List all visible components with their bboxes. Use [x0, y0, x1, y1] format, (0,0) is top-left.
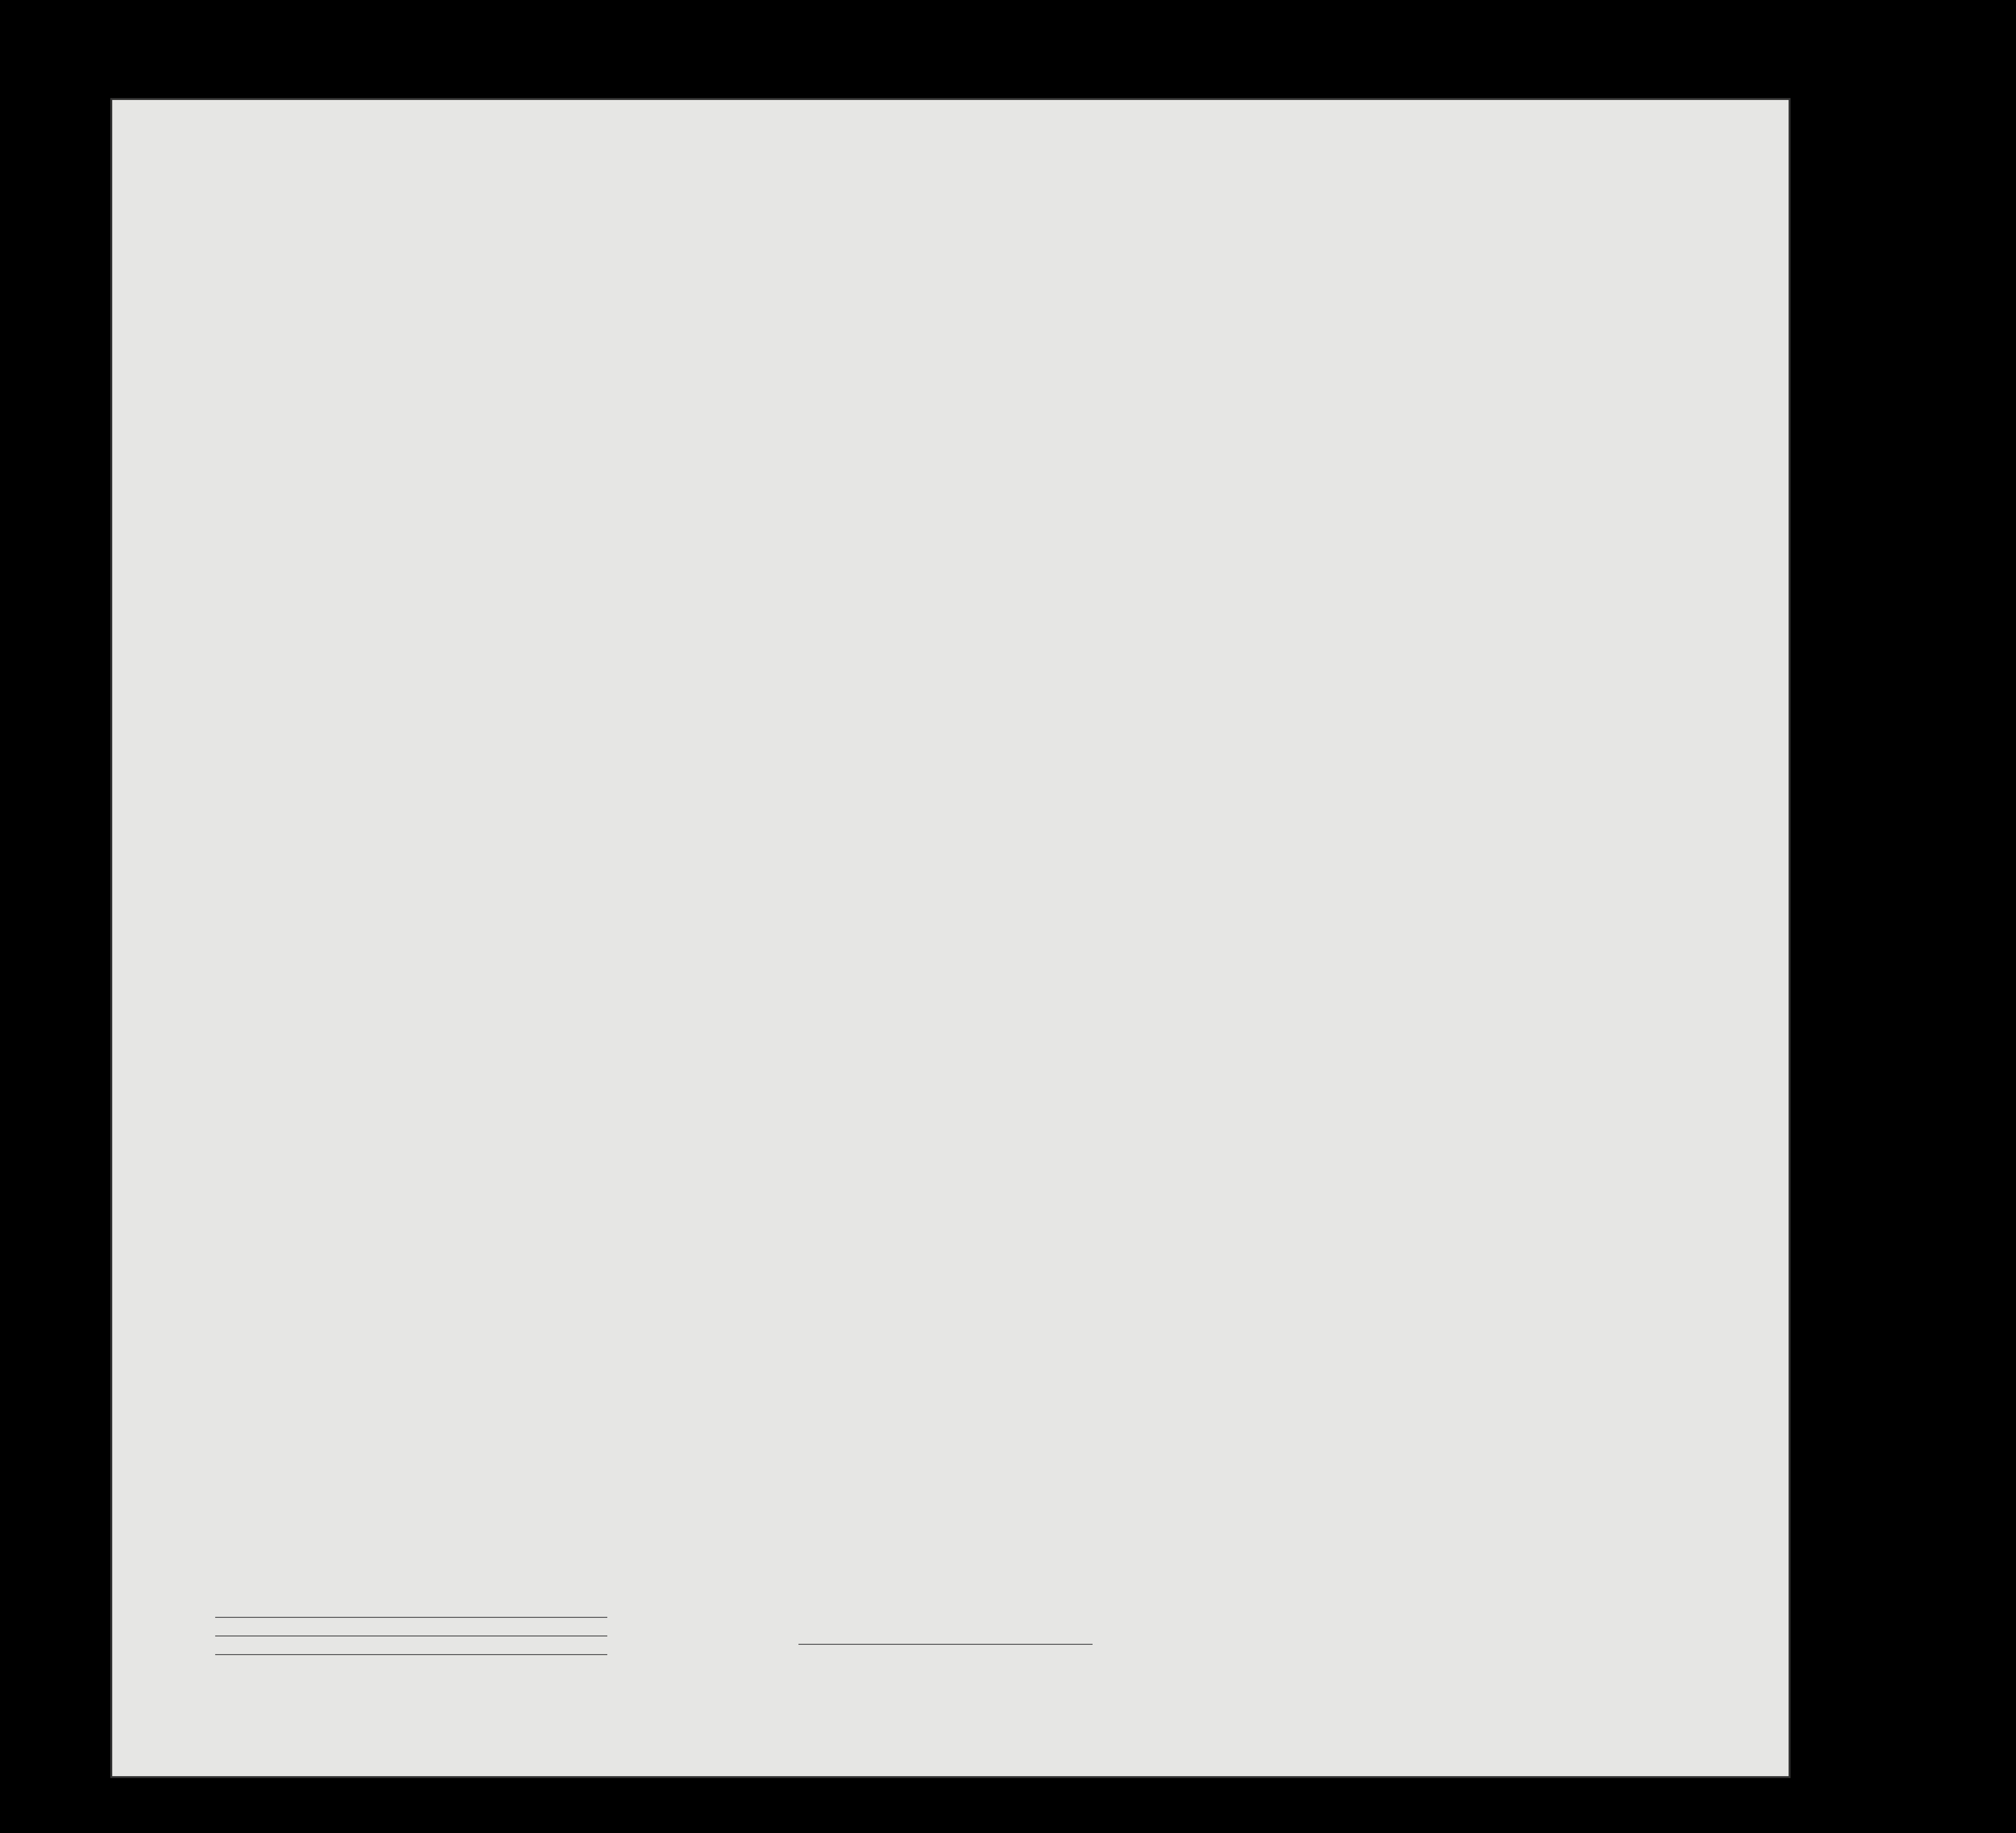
check-strokes	[112, 100, 1789, 1776]
manifest-sheet	[110, 98, 1791, 1778]
line-rule	[215, 1617, 607, 1618]
table-grid	[112, 100, 1789, 1776]
owner-rule	[215, 1635, 607, 1636]
inspector-rule	[798, 1644, 1093, 1645]
agents-rule	[215, 1654, 607, 1655]
